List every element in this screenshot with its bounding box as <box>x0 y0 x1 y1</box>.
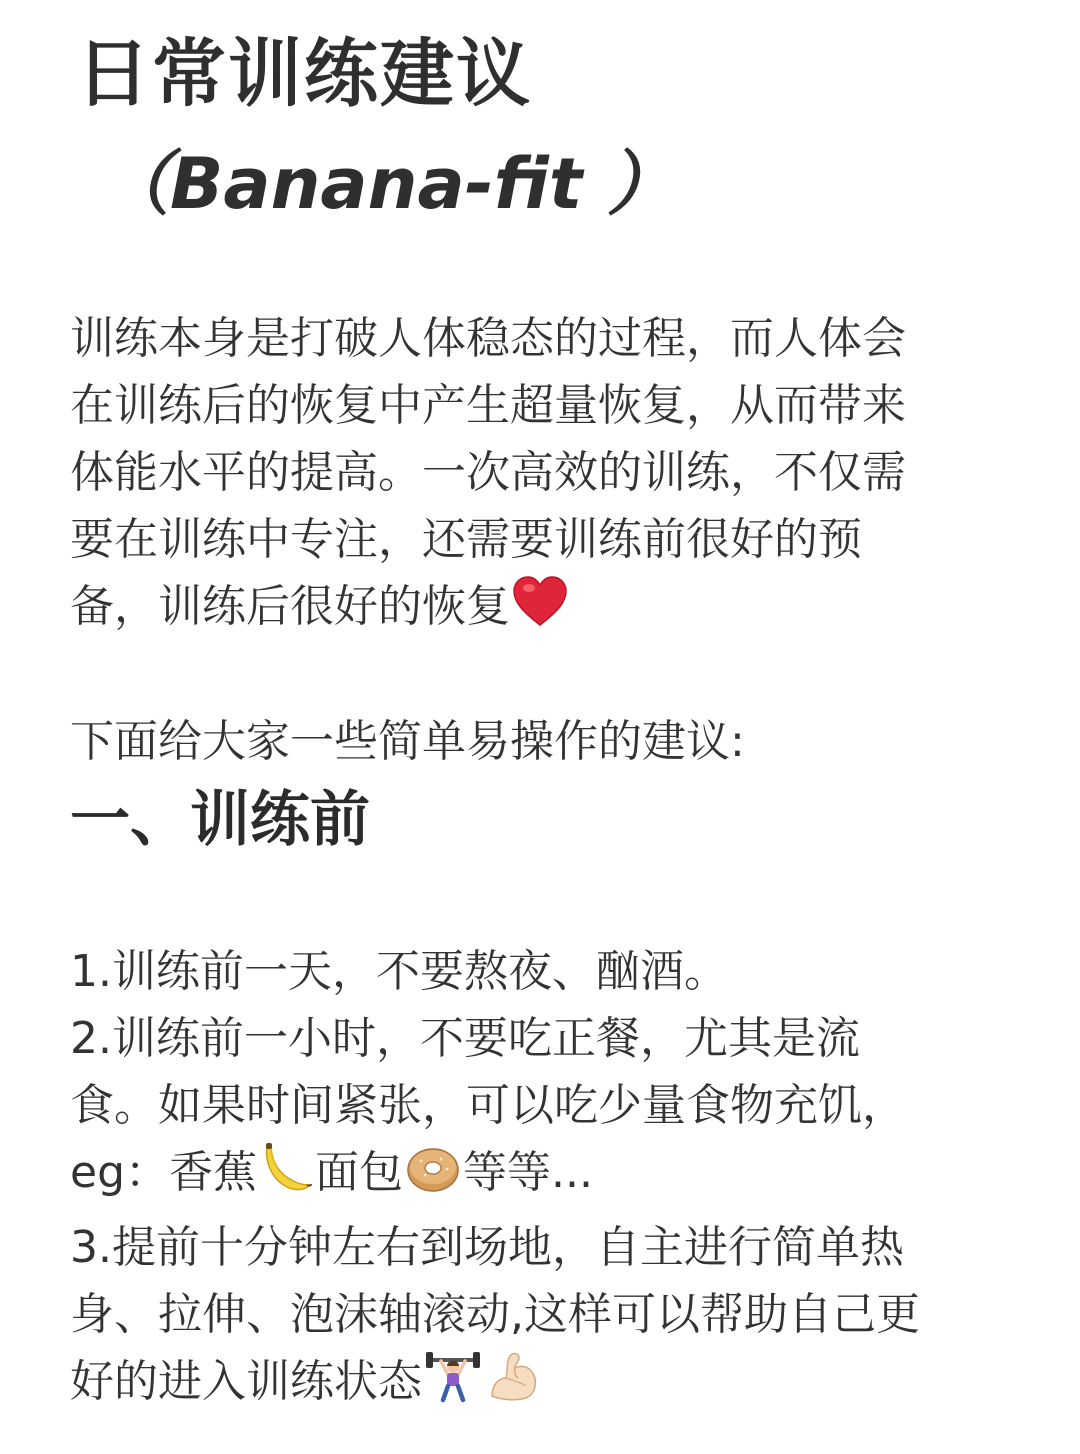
tip-item-continued: 身、拉伸、泡沫轴滚动,这样可以帮助自己更 <box>70 1289 920 1340</box>
tip-item: 3.提前十分钟左右到场地，自主进行简单热 <box>70 1222 904 1273</box>
tip-text: 面包 <box>315 1147 403 1198</box>
tip-item: 2.训练前一小时，不要吃正餐，尤其是流 <box>70 1013 860 1064</box>
tip-text: eg：香蕉 <box>70 1147 257 1198</box>
weightlifter-icon <box>424 1348 482 1423</box>
intro-line-last <box>70 573 1010 648</box>
tip-item-continued <box>70 1348 1010 1423</box>
intro-line: 要在训练中专注，还需要训练前很好的预 <box>70 514 862 565</box>
suggestion-intro: 下面给大家一些简单易操作的建议: <box>70 716 745 767</box>
page-title: 日常训练建议 <box>76 31 532 117</box>
flexed-biceps-icon <box>486 1348 542 1423</box>
tip-item-continued <box>70 1139 1010 1214</box>
tip-item-continued: 食。如果时间紧张，可以吃少量食物充饥， <box>70 1080 906 1131</box>
heart-icon <box>512 575 568 648</box>
bagel-icon <box>405 1141 461 1214</box>
intro-line-text: 备，训练后很好的恢复 <box>70 581 510 632</box>
intro-line: 在训练后的恢复中产生超量恢复，从而带来 <box>70 380 906 431</box>
tips-list <box>70 938 1010 1423</box>
intro-line: 训练本身是打破人体稳态的过程，而人体会 <box>70 313 906 364</box>
tip-text: 好的进入训练状态 <box>70 1356 422 1407</box>
tip-text: 等等... <box>463 1147 593 1198</box>
banana-icon <box>259 1141 313 1214</box>
section-heading: 一、训练前 <box>70 785 370 855</box>
intro-paragraph <box>70 305 1010 648</box>
page-subtitle: （Banana-fit ） <box>100 143 677 225</box>
intro-line: 体能水平的提高。一次高效的训练，不仅需 <box>70 447 906 498</box>
tip-item: 1.训练前一天，不要熬夜、酗酒。 <box>70 946 728 997</box>
